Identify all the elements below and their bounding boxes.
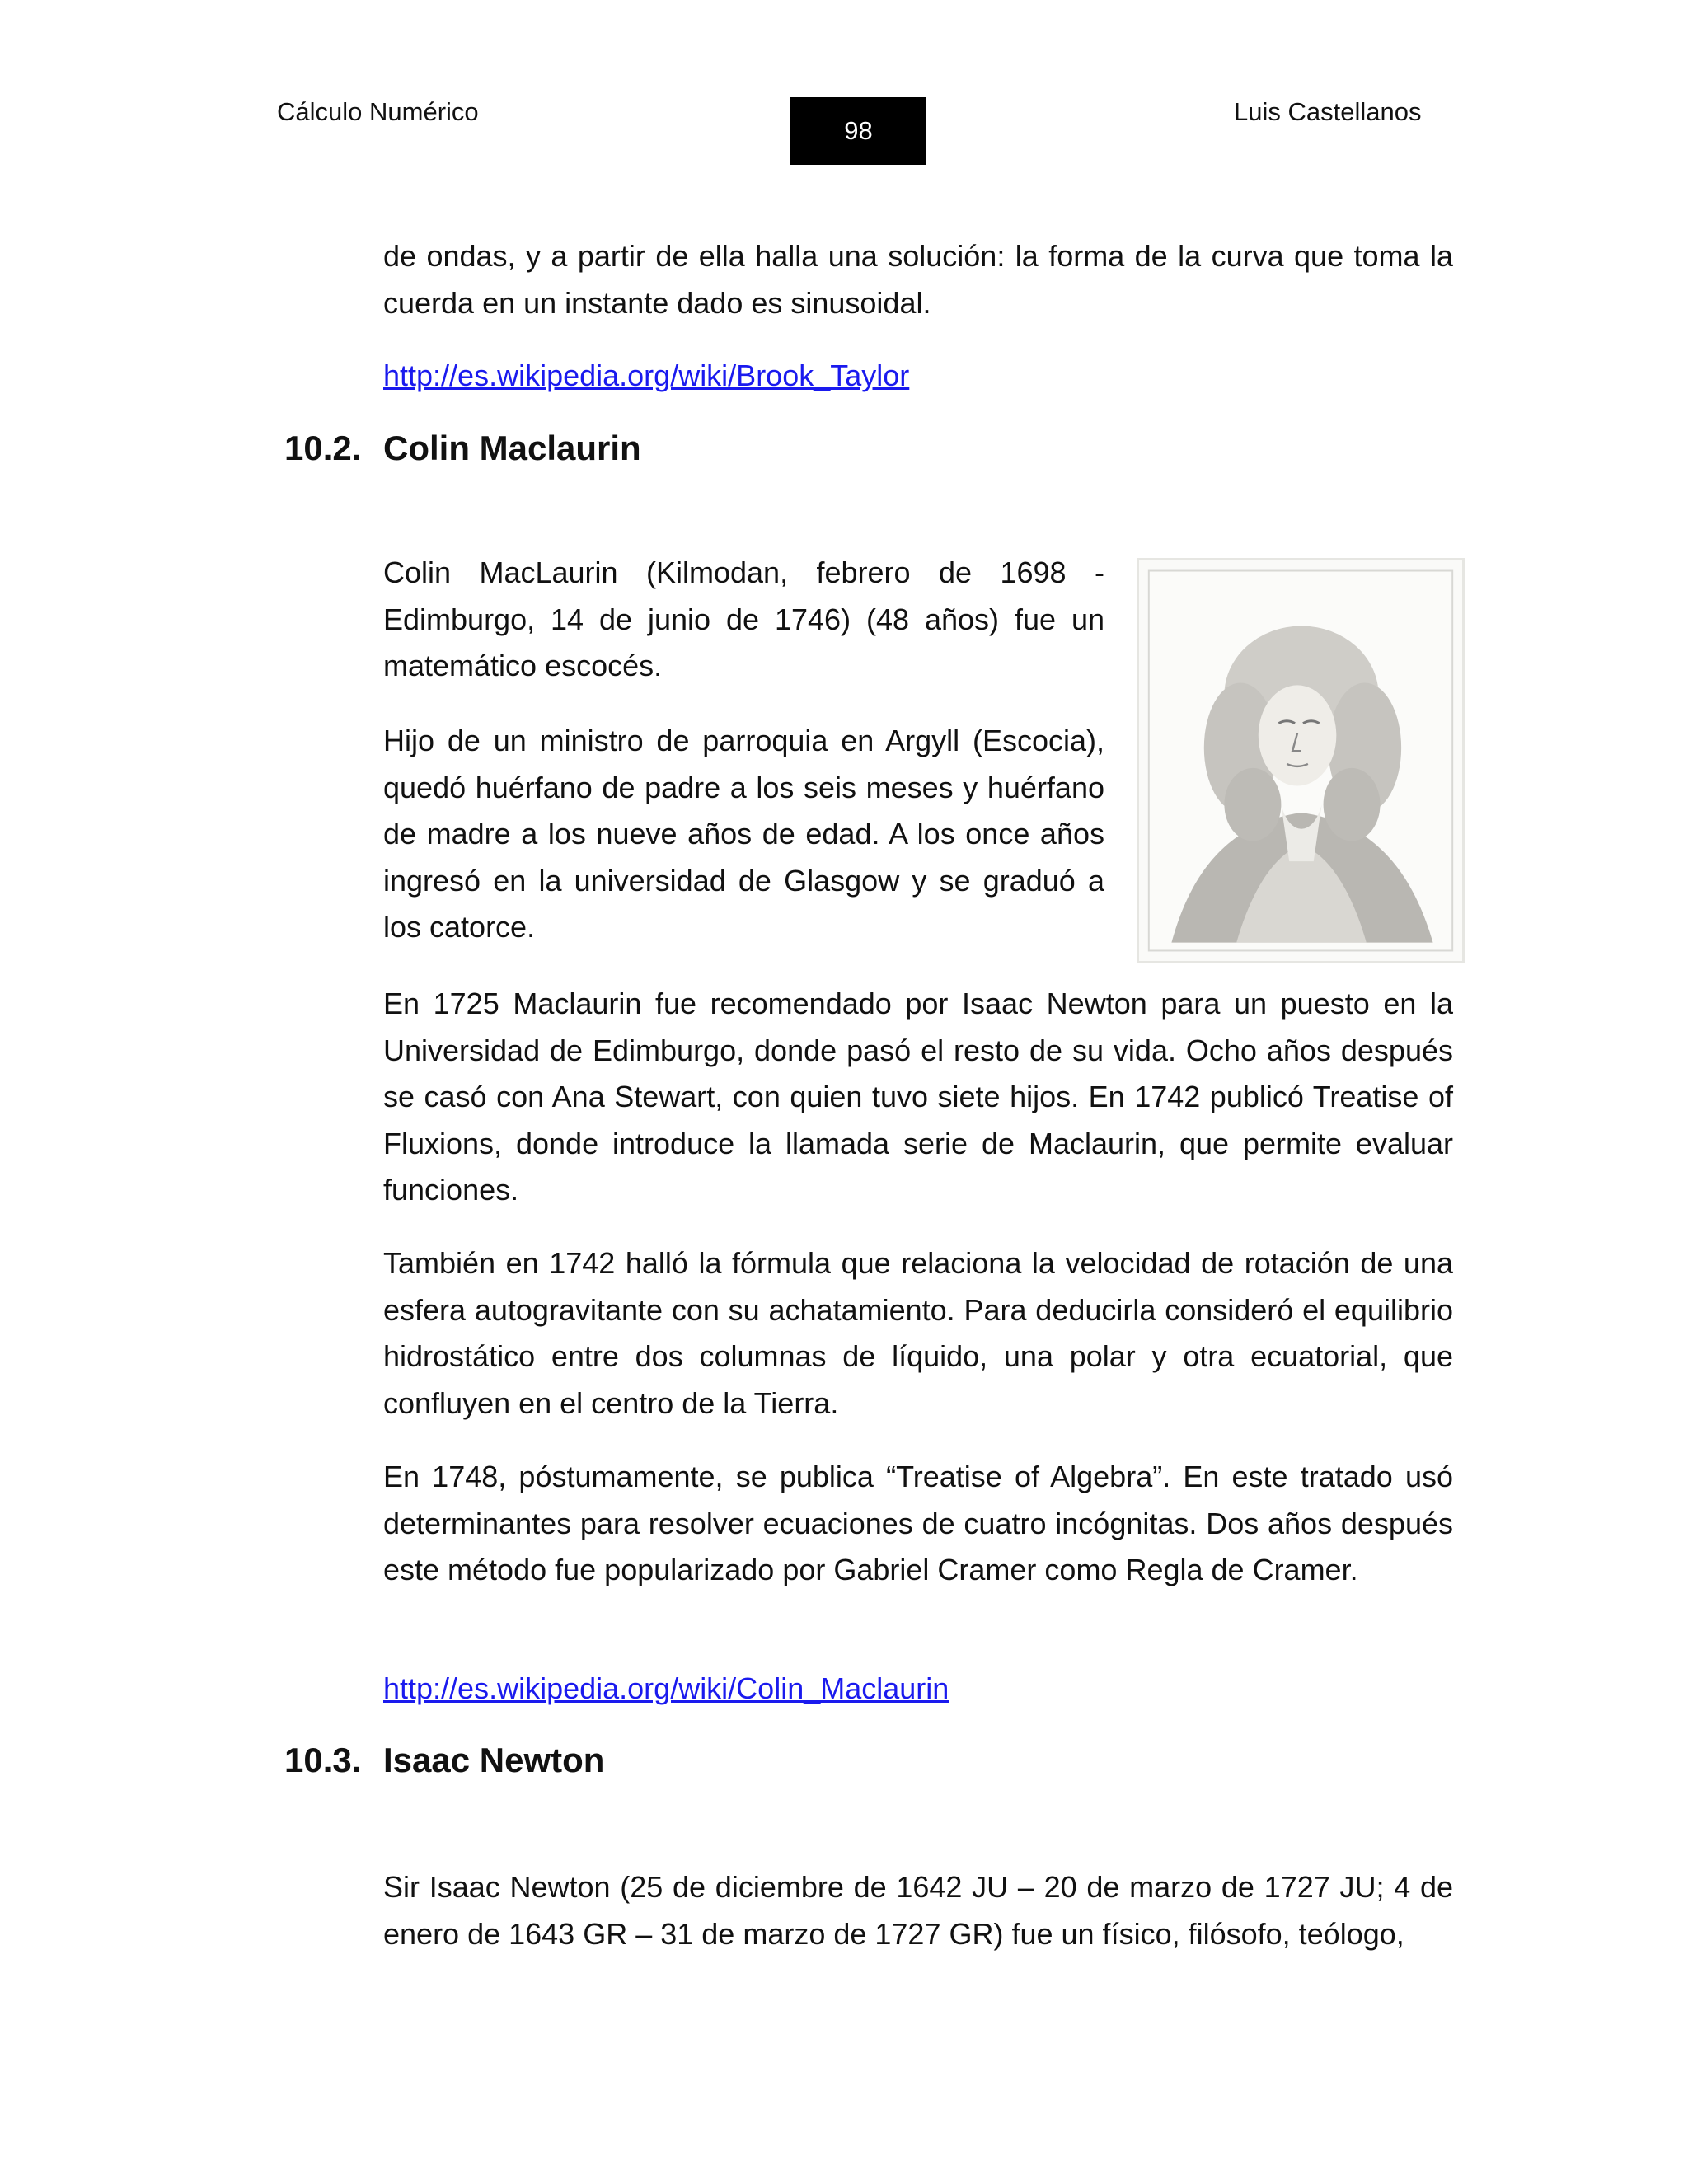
section-heading-newton [284,1741,604,1780]
page-number: 98 [844,116,873,145]
maclaurin-paragraph-5: En 1748, póstumamente, se publica “Treatise of Algebra”. En este tratado usó determinantes para resolver ecuaciones de cuatro incógnitas. Dos años después este método fue popularizado por Gabriel Cramer como Regla de Cramer. [383,1460,1453,1586]
colin-maclaurin-link[interactable]: http://es.wikipedia.org/wiki/Colin_Maclaurin [383,1671,950,1705]
section-title: Isaac Newton [383,1741,605,1779]
intro-paragraph: de ondas, y a partir de ella halla una solución: la forma de la curva que toma la cuerda en un instante dado es sinusoidal. [383,239,1453,320]
header-document-title: Cálculo Numérico [277,97,479,126]
section-number: 10.2. [284,429,362,467]
header-author: Luis Castellanos [1234,97,1422,126]
maclaurin-paragraph-2: Hijo de un ministro de parroquia en Argyll (Escocia), quedó huérfano de padre a los seis meses y huérfano de madre a los nueve años de edad. A los once años ingresó en la universidad de Glasgow y se graduó a los catorce. [383,724,1104,944]
maclaurin-portrait [1137,558,1465,963]
section-heading-maclaurin [284,429,641,468]
newton-paragraph-1: Sir Isaac Newton (25 de diciembre de 1642 JU – 20 de marzo de 1727 JU; 4 de enero de 1643 GR – 31 de marzo de 1727 GR) fue un físico, filósofo, teólogo, [383,1870,1453,1951]
section-number: 10.3. [284,1741,362,1779]
maclaurin-paragraph-1: Colin MacLaurin (Kilmodan, febrero de 1698 - Edimburgo, 14 de junio de 1746) (48 años) fue un matemático escocés. [383,555,1104,682]
maclaurin-paragraph-4: También en 1742 halló la fórmula que relaciona la velocidad de rotación de una esfera autogravitante con su achatamiento. Para deducirla consideró el equilibrio hidrostático entre dos columnas de líquido, una polar y otra ecuatorial, que confluyen en el centro de la Tierra. [383,1246,1453,1420]
section-title: Colin Maclaurin [383,429,641,467]
page-number-badge [790,97,926,165]
brook-taylor-link[interactable]: http://es.wikipedia.org/wiki/Brook_Taylor [383,359,910,392]
portrait-engraving [1139,560,1462,961]
maclaurin-paragraph-3: En 1725 Maclaurin fue recomendado por Isaac Newton para un puesto en la Universidad de Edimburgo, donde pasó el resto de su vida. Ocho años después se casó con Ana Stewart, con quien tuvo siete hijos. En 1742 publicó Treatise of Fluxions, donde introduce la llamada serie de Maclaurin, que permite evaluar funciones. [383,987,1453,1207]
